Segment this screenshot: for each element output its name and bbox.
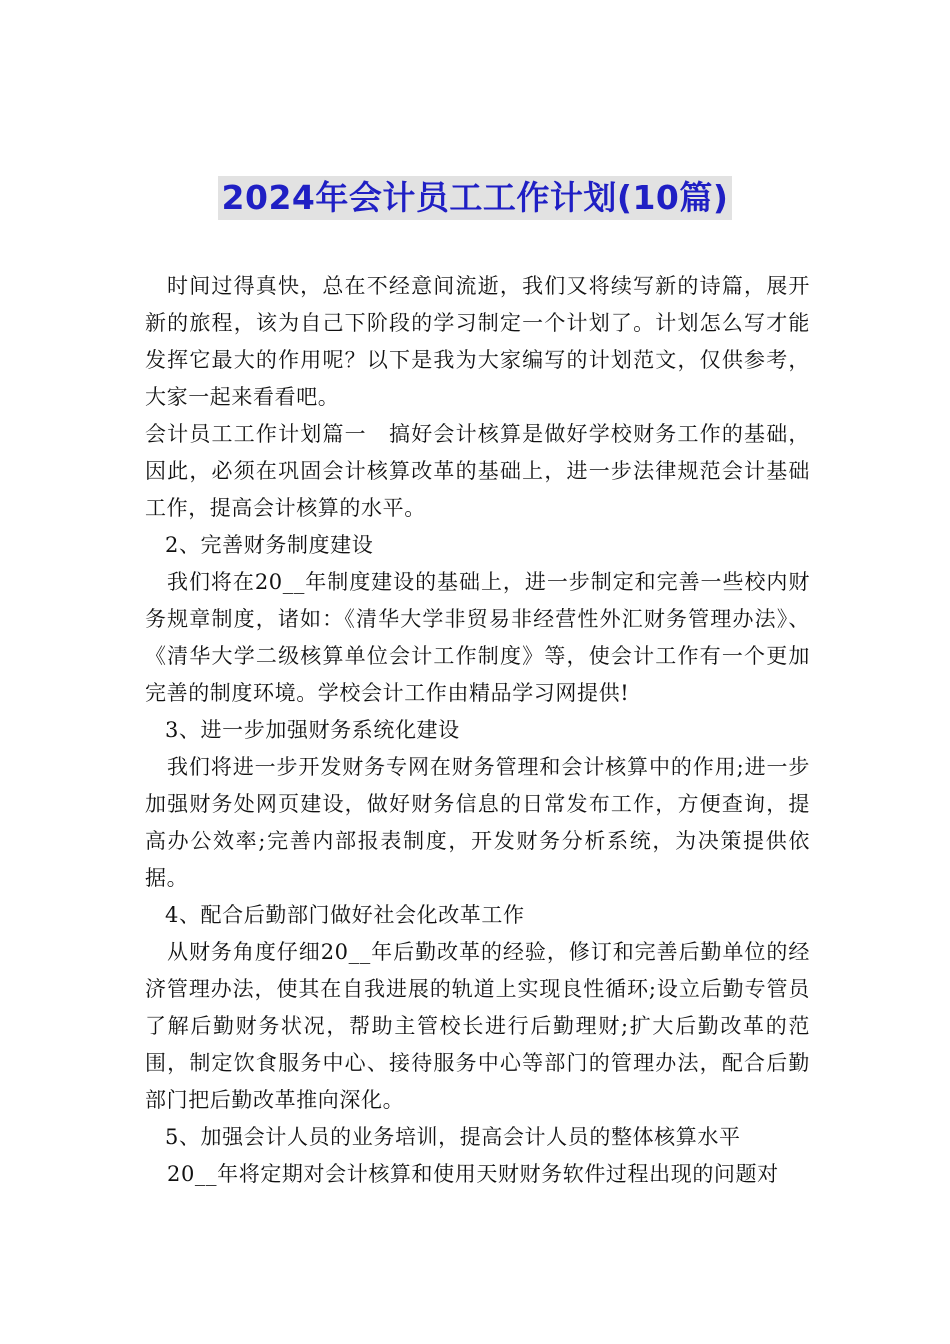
paragraph: 我们将进一步开发财务专网在财务管理和会计核算中的作用;进一步加强财务处网页建设，做好财务信息的日常发布工作，方便查询，提高办公效率;完善内部报表制度，开发财务分析系统，为决策提供依据。 xyxy=(145,755,810,890)
paragraph: 20__年将定期对会计核算和使用天财财务软件过程出现的问题对 xyxy=(167,1162,779,1186)
section-heading: 2、完善财务制度建设 xyxy=(165,533,374,557)
section-heading: 4、配合后勤部门做好社会化改革工作 xyxy=(165,903,525,927)
title-container xyxy=(0,176,950,220)
section-heading: 3、进一步加强财务系统化建设 xyxy=(165,718,460,742)
paragraph: 我们将在20__年制度建设的基础上，进一步制定和完善一些校内财务规章制度，诸如：《清华大学非贸易非经营性外汇财务管理办法》、《清华大学二级核算单位会计工作制度》等，使会计工作有一个更加完善的制度环境。学校会计工作由精品学习网提供! xyxy=(145,570,810,705)
document-body xyxy=(145,268,810,1193)
paragraph: 从财务角度仔细20__年后勤改革的经验，修订和完善后勤单位的经济管理办法，使其在自我进展的轨道上实现良性循环;设立后勤专管员了解后勤财务状况，帮助主管校长进行后勤理财;扩大后勤改革的范围，制定饮食服务中心、接待服务中心等部门的管理办法，配合后勤部门把后勤改革推向深化。 xyxy=(145,940,810,1112)
document-title: 2024年会计员工工作计划(10篇) xyxy=(218,176,733,220)
section-heading: 5、加强会计人员的业务培训，提高会计人员的整体核算水平 xyxy=(165,1125,741,1149)
intro-paragraph: 时间过得真快，总在不经意间流逝，我们又将续写新的诗篇，展开新的旅程，该为自己下阶段的学习制定一个计划了。计划怎么写才能发挥它最大的作用呢？以下是我为大家编写的计划范文，仅供参考，大家一起来看看吧。 xyxy=(145,274,810,409)
paragraph: 会计员工工作计划篇一 搞好会计核算是做好学校财务工作的基础，因此，必须在巩固会计核算改革的基础上，进一步法律规范会计基础工作，提高会计核算的水平。 xyxy=(145,422,810,520)
